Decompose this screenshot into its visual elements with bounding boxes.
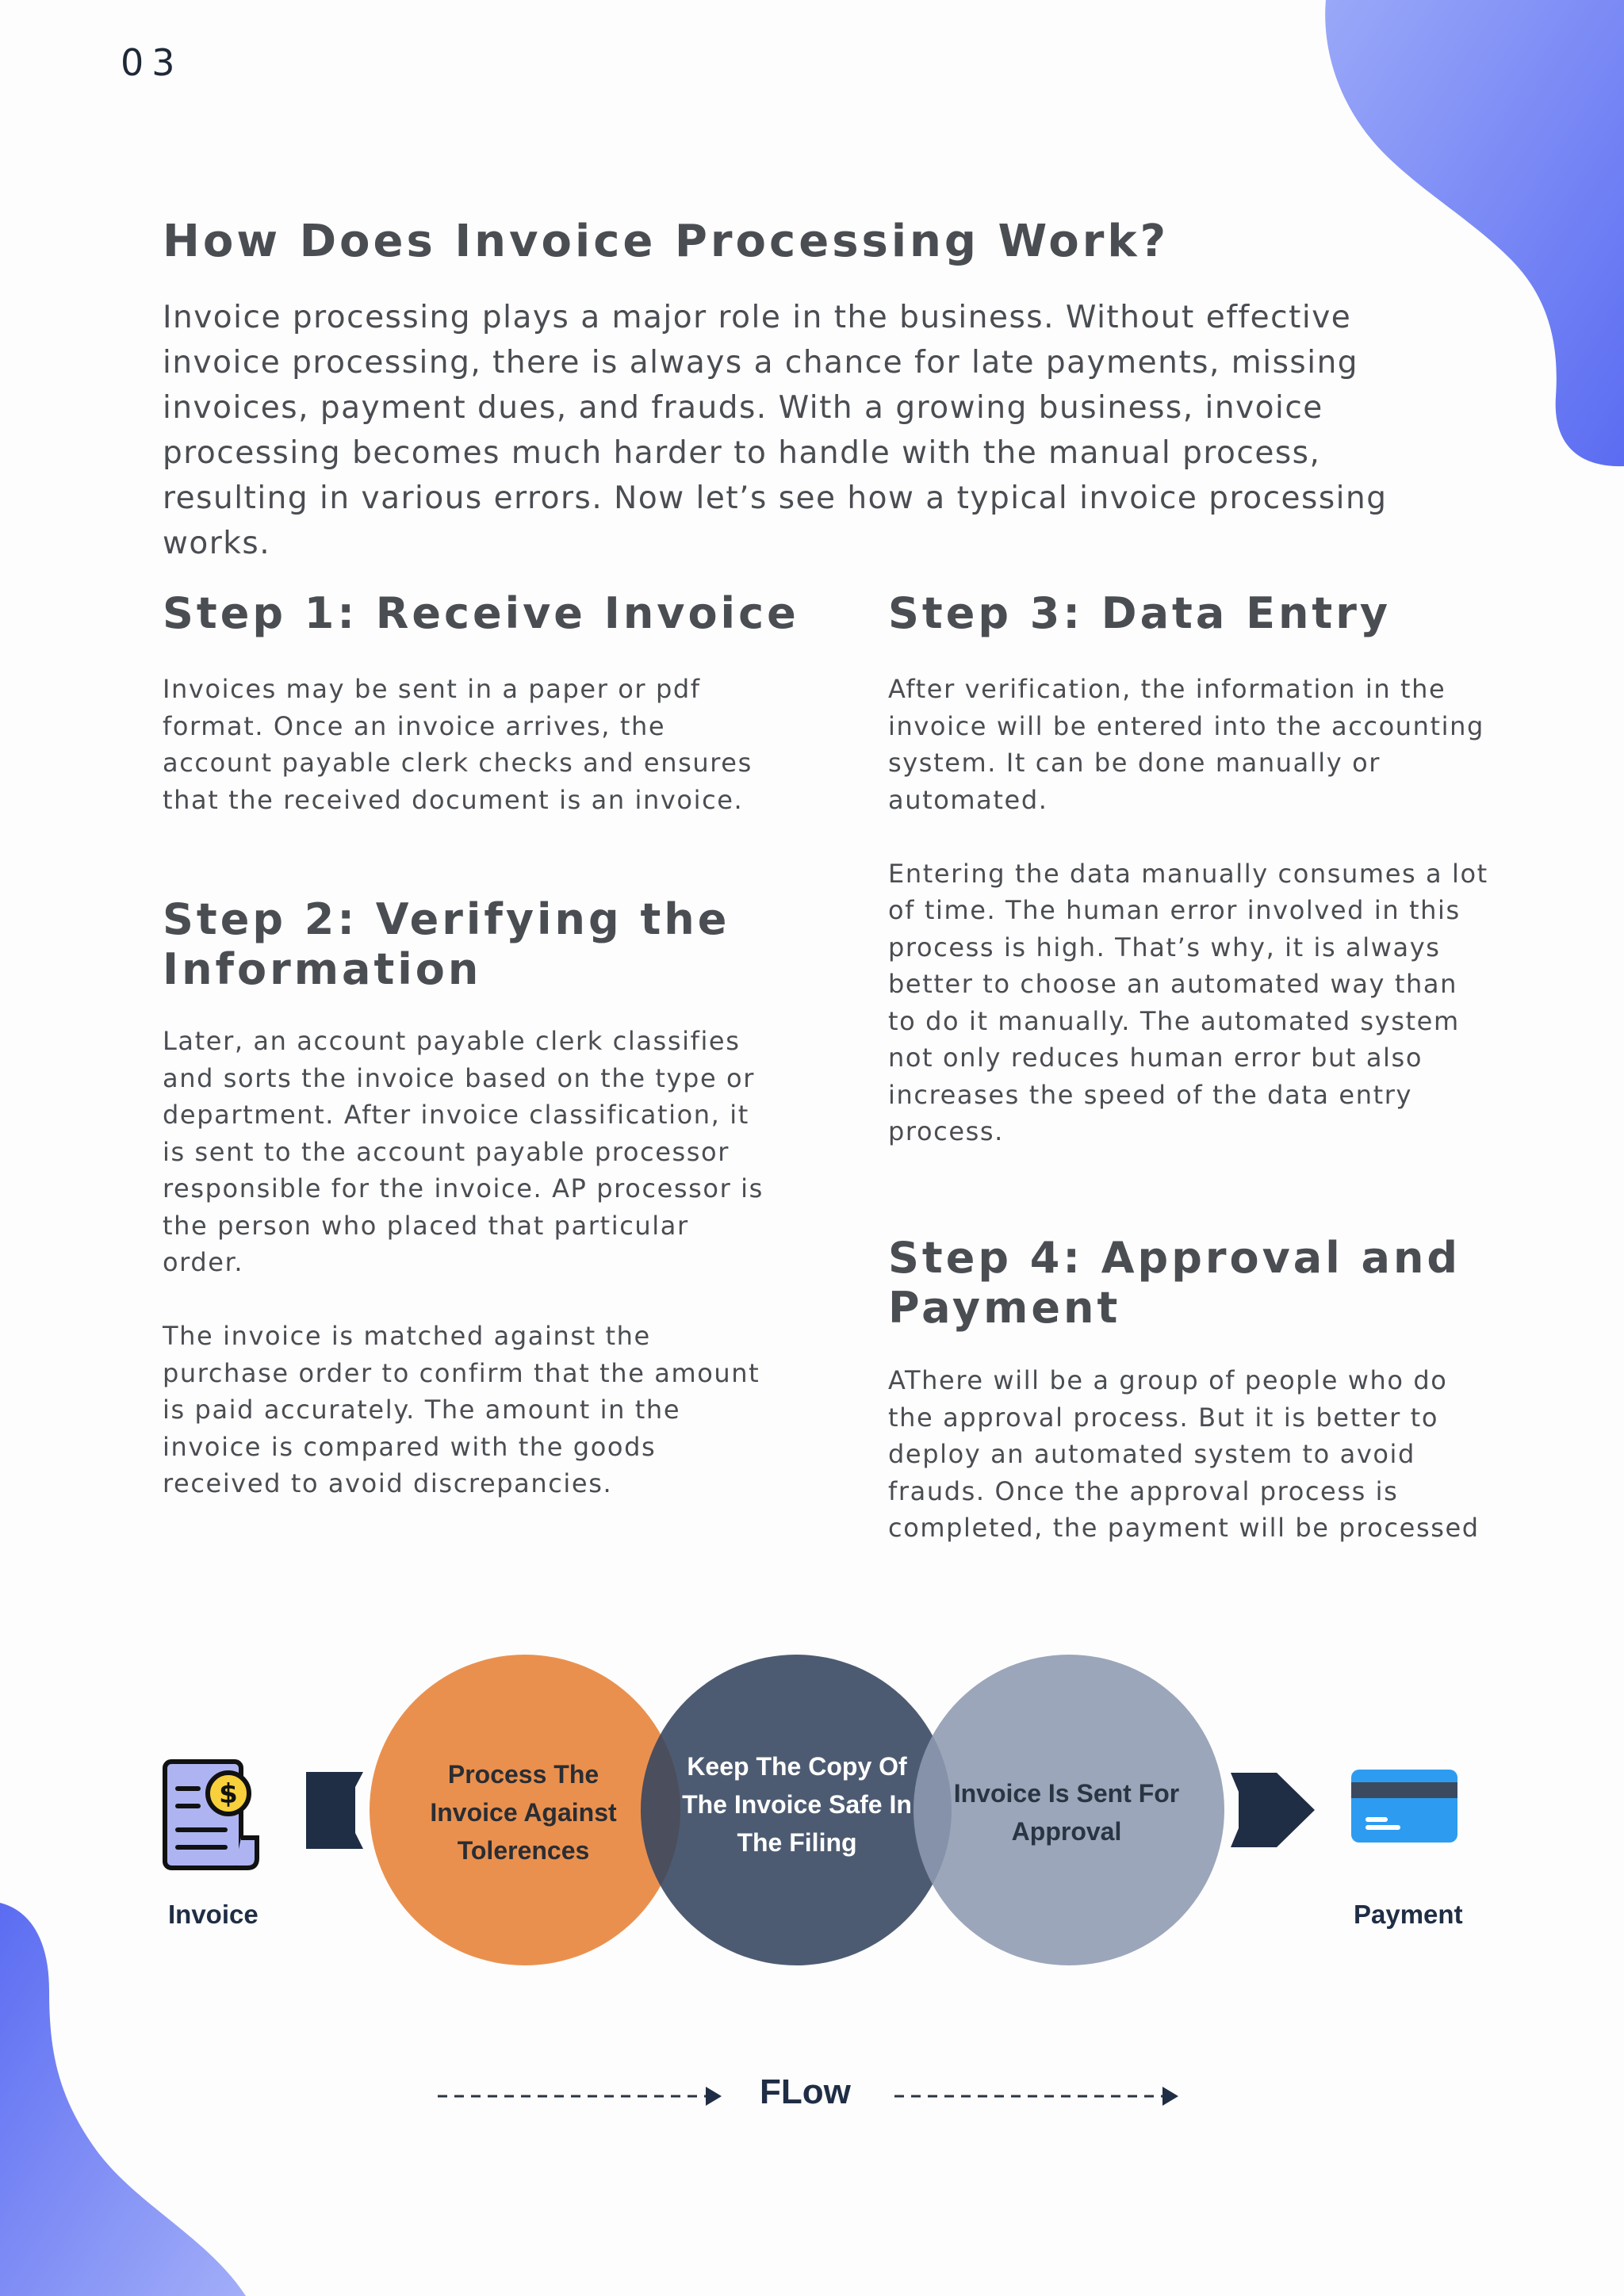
- step-3-paragraph-2: Entering the data manually consumes a lot of time. The human error involved in this process is high. That’s why, it is always better to choose an automated way than to do it manually. The automated system not only reduces human error but also increases the speed of the data entry process.: [888, 858, 1488, 1146]
- step-2-paragraph-1: Later, an account payable clerk classifies and sorts the invoice based on the type or department. After invoice classification, it is sent to the account payable processor responsible for the invoice. AP processor is the person who placed that particular order.: [163, 1026, 764, 1277]
- step-3-text: [888, 671, 1491, 1150]
- flow-entry-shape: [306, 1772, 363, 1849]
- step-4-paragraph: AThere will be a group of people who do the approval process. But it is better to deploy an automated system to avoid frauds. Once the approval process is completed, the payment will be processed: [888, 1365, 1480, 1543]
- credit-card-icon: [1351, 1770, 1457, 1843]
- step-4-text: [888, 1362, 1491, 1547]
- step-2-title: Step 2: Verifying the Information: [163, 894, 730, 994]
- intro-paragraph: Invoice processing plays a major role in the business. Without effective invoice processing, there is always a chance for late payments, missing invoices, payment dues, and frauds. With a growing business, invoice processing becomes much harder to handle with the manual process, resulting in various errors. Now let’s see how a typical invoice processing works.: [163, 300, 1388, 561]
- flow-label: FLow: [760, 2072, 851, 2111]
- dashed-arrow-left: [436, 2077, 769, 2115]
- step-3-title: Step 3: Data Entry: [888, 588, 1392, 638]
- flow-end-label: Payment: [1354, 1900, 1463, 1929]
- step-2-paragraph-2: The invoice is matched against the purchase order to confirm that the amount is paid accurately. The amount in the invoice is compared with the goods received to avoid discrepancies.: [163, 1321, 760, 1498]
- flow-stage-3-label: Invoice Is Sent For Approval: [953, 1779, 1180, 1846]
- flow-start-label: Invoice: [168, 1900, 259, 1929]
- dashed-arrow-right: [893, 2077, 1226, 2115]
- flow-stage-2-label: Keep The Copy Of The Invoice Safe In The Filing: [682, 1752, 912, 1857]
- step-1-paragraph: Invoices may be sent in a paper or pdf format. Once an invoice arrives, the account payable clerk checks and ensures that the received document is an invoice.: [163, 674, 753, 815]
- flow-exit-arrow: [1231, 1773, 1315, 1847]
- invoice-dollar-icon: [160, 1757, 262, 1873]
- step-3-paragraph-1: After verification, the information in the invoice will be entered into the accounting system. It can be done manually or automated.: [888, 674, 1484, 815]
- step-1-title: Step 1: Receive Invoice: [163, 588, 799, 638]
- svg-text:$: $: [219, 1778, 238, 1810]
- page-number: 03: [121, 41, 183, 84]
- step-4-title: Step 4: Approval and Payment: [888, 1233, 1461, 1333]
- page-title: How Does Invoice Processing Work?: [163, 216, 1170, 267]
- flow-stage-1-label: Process The Invoice Against Tolerences: [430, 1760, 617, 1865]
- step-2-text: [163, 1023, 765, 1502]
- step-1-text: [163, 671, 765, 818]
